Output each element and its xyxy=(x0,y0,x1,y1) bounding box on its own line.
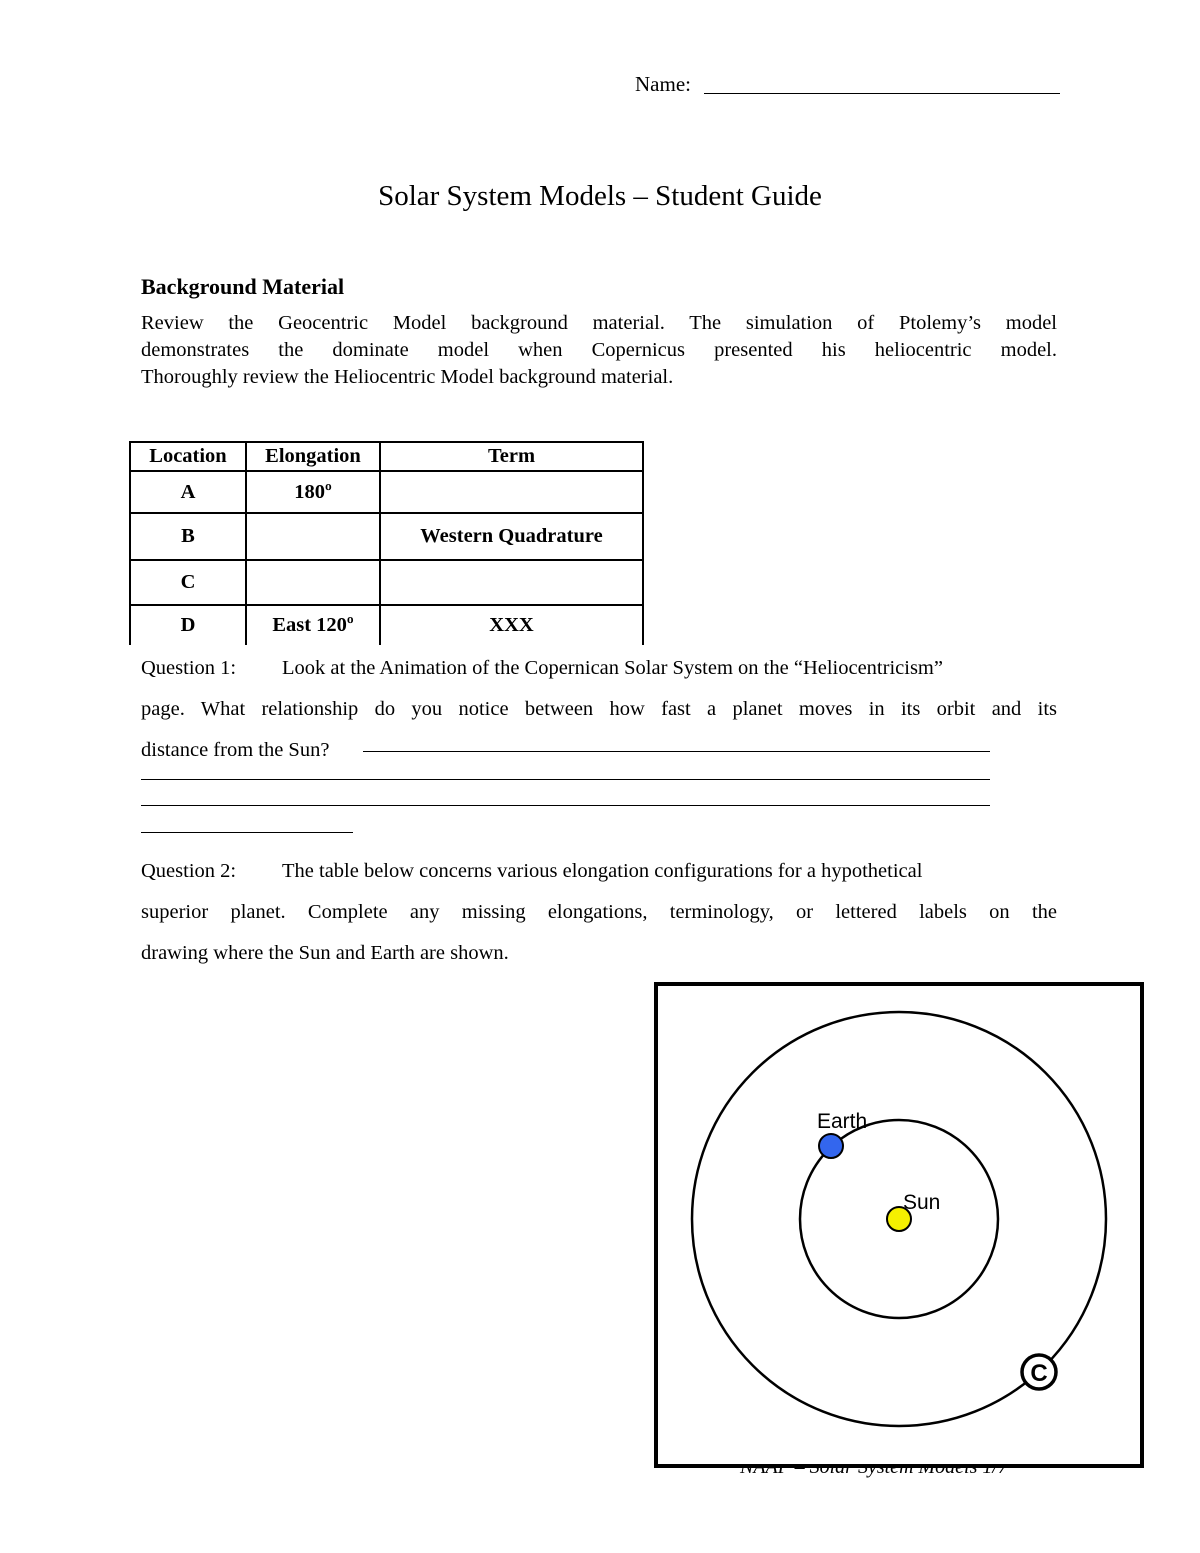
cell-elongation[interactable] xyxy=(246,513,380,560)
question-2-line-1 xyxy=(141,851,1057,892)
answer-line[interactable] xyxy=(363,751,990,752)
question-2 xyxy=(141,851,1057,974)
elongation-table xyxy=(129,441,644,645)
cell-term: Western Quadrature xyxy=(380,513,643,560)
answer-line[interactable] xyxy=(141,832,353,833)
sun-label: Sun xyxy=(903,1191,941,1214)
header-elongation: Elongation xyxy=(246,442,380,471)
orbit-diagram xyxy=(654,982,1144,1468)
question-1-text: Look at the Animation of the Copernican Solar System on the “Heliocentricism” xyxy=(282,657,943,679)
answer-line[interactable] xyxy=(141,779,990,780)
table-row xyxy=(130,560,643,605)
background-line-1: Review the Geocentric Model background material. The simulation of Ptolemy’s model xyxy=(141,312,1057,334)
cell-term[interactable] xyxy=(380,560,643,605)
question-1-line-3: distance from the Sun? xyxy=(141,739,330,761)
header-term: Term xyxy=(380,442,643,471)
background-line-2: demonstrates the dominate model when Copernicus presented his heliocentric model. xyxy=(141,339,1057,361)
question-1-label: Question 1: xyxy=(141,657,237,679)
cell-elongation[interactable] xyxy=(246,560,380,605)
earth-icon xyxy=(819,1134,843,1158)
table-row xyxy=(130,605,643,645)
page-title: Solar System Models – Student Guide xyxy=(378,180,822,212)
location-c-label: C xyxy=(1030,1360,1048,1387)
question-2-text: The table below concerns various elongation configurations for a hypothetical xyxy=(282,860,923,882)
question-2-label: Question 2: xyxy=(141,860,237,882)
question-2-line-2: superior planet. Complete any missing elongations, terminology, or lettered labels on the xyxy=(141,901,1057,923)
cell-term[interactable] xyxy=(380,471,643,513)
background-line-3: Thoroughly review the Heliocentric Model background material. xyxy=(141,366,674,388)
background-paragraph xyxy=(141,310,1057,391)
earth-label: Earth xyxy=(817,1110,868,1133)
name-field-line[interactable] xyxy=(704,93,1060,94)
question-1-line-2: page. What relationship do you notice between how fast a planet moves in its orbit and its xyxy=(141,698,1057,720)
question-1 xyxy=(141,648,1057,771)
background-heading: Background Material xyxy=(141,274,345,299)
cell-location: A xyxy=(130,471,246,513)
table-row xyxy=(130,513,643,560)
name-label: Name: xyxy=(635,72,691,96)
cell-elongation: East 120º xyxy=(246,605,380,645)
table-header-row xyxy=(130,442,643,471)
answer-line[interactable] xyxy=(141,805,990,806)
cell-elongation: 180º xyxy=(246,471,380,513)
table-row xyxy=(130,471,643,513)
header-location: Location xyxy=(130,442,246,471)
cell-location: B xyxy=(130,513,246,560)
cell-location: D xyxy=(130,605,246,645)
cell-term: XXX xyxy=(380,605,643,645)
cell-location: C xyxy=(130,560,246,605)
question-1-line-1 xyxy=(141,648,1057,689)
question-2-line-3: drawing where the Sun and Earth are shown. xyxy=(141,942,509,964)
